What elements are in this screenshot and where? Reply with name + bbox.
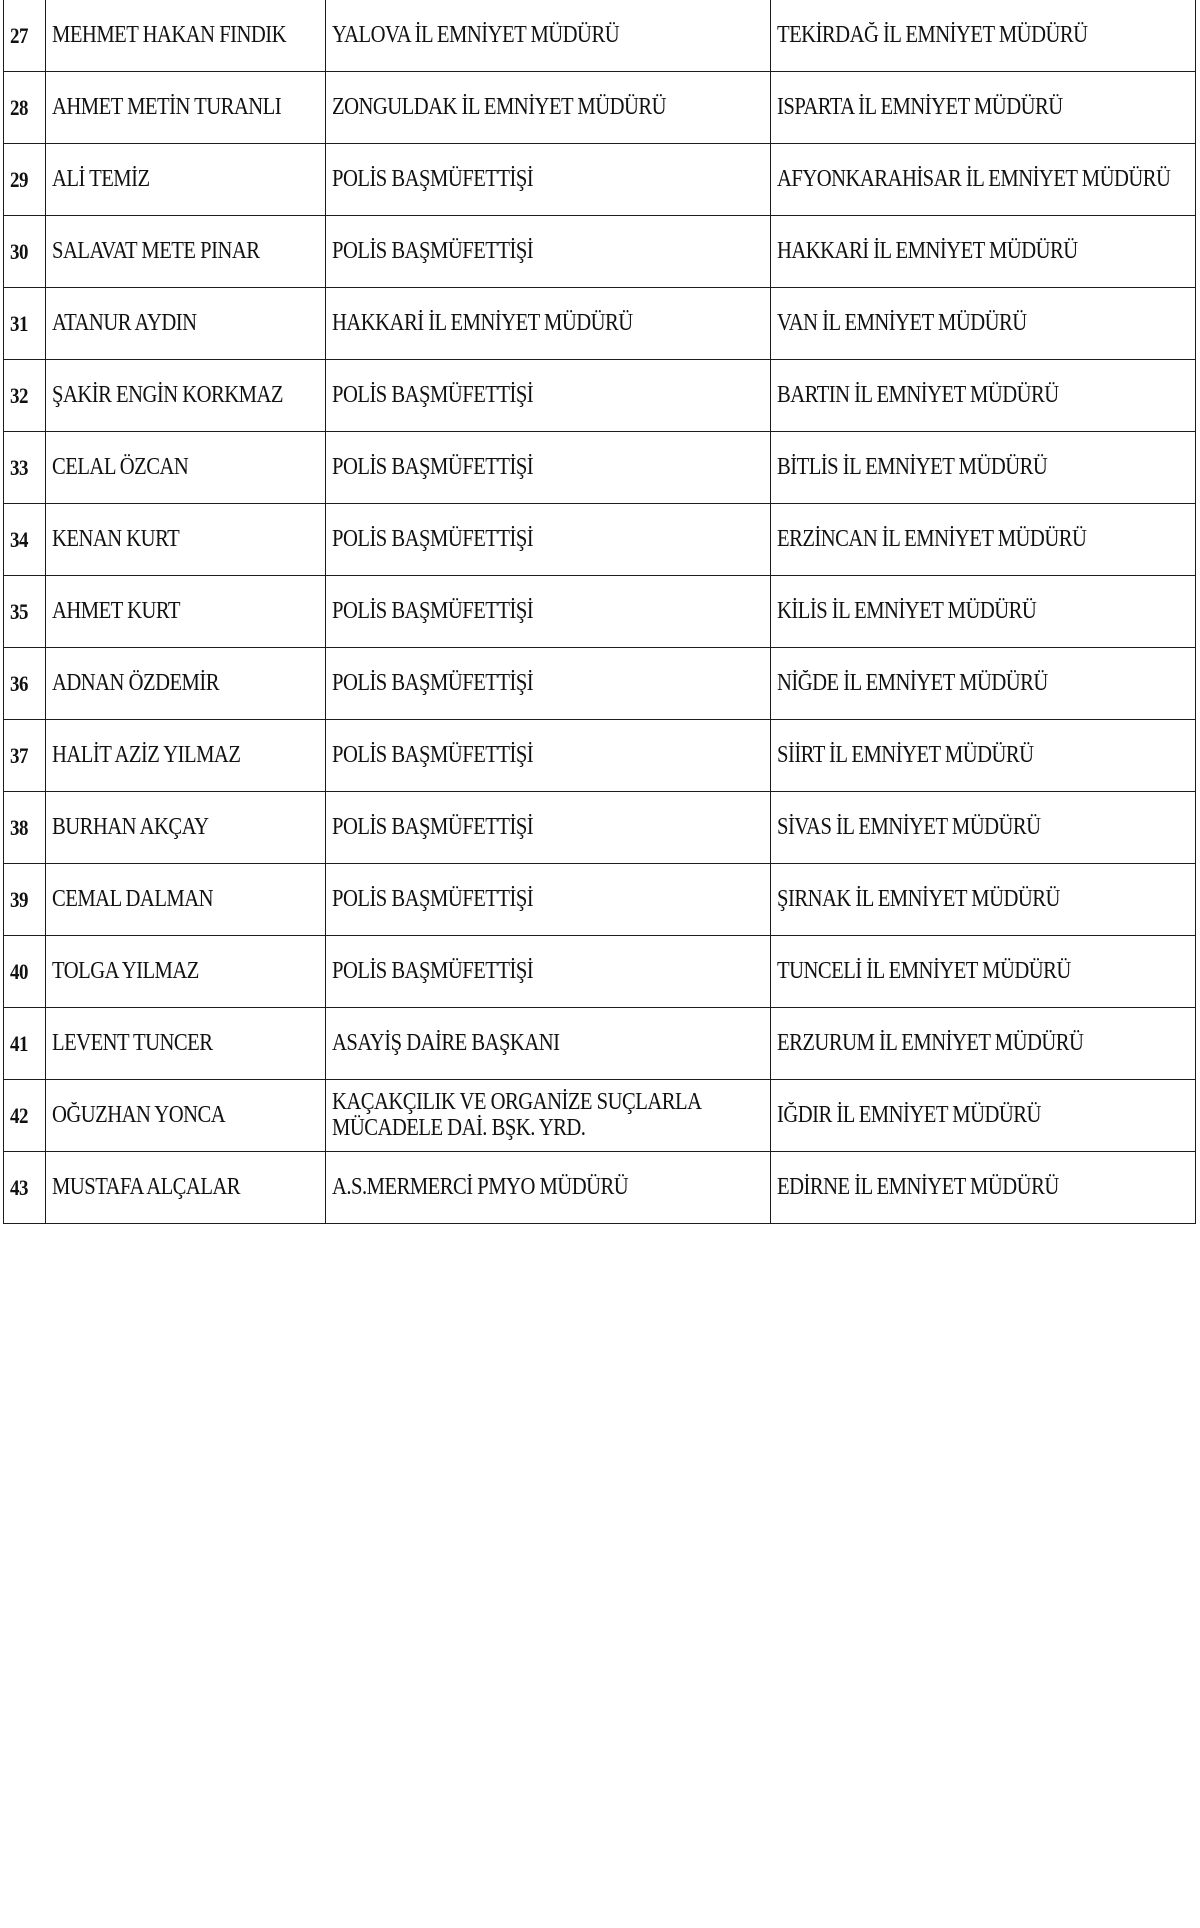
table-row: [4, 864, 1196, 936]
current-post: ZONGULDAK İL EMNİYET MÜDÜRÜ: [326, 72, 771, 144]
current-post: YALOVA İL EMNİYET MÜDÜRÜ: [326, 0, 771, 72]
row-number: 35: [4, 576, 46, 648]
person-name: AHMET KURT: [46, 576, 326, 648]
row-number: 43: [4, 1152, 46, 1224]
current-post: ASAYİŞ DAİRE BAŞKANI: [326, 1008, 771, 1080]
current-post: POLİS BAŞMÜFETTİŞİ: [326, 936, 771, 1008]
current-post: POLİS BAŞMÜFETTİŞİ: [326, 792, 771, 864]
row-number: 28: [4, 72, 46, 144]
new-post: NİĞDE İL EMNİYET MÜDÜRÜ: [771, 648, 1196, 720]
table-row: [4, 720, 1196, 792]
current-post: A.S.MERMERCİ PMYO MÜDÜRÜ: [326, 1152, 771, 1224]
person-name: CEMAL DALMAN: [46, 864, 326, 936]
table-row: [4, 576, 1196, 648]
new-post: EDİRNE İL EMNİYET MÜDÜRÜ: [771, 1152, 1196, 1224]
person-name: ALİ TEMİZ: [46, 144, 326, 216]
table-row: [4, 792, 1196, 864]
table-row: [4, 1008, 1196, 1080]
person-name: ŞAKİR ENGİN KORKMAZ: [46, 360, 326, 432]
row-number: 36: [4, 648, 46, 720]
current-post: POLİS BAŞMÜFETTİŞİ: [326, 576, 771, 648]
person-name: MEHMET HAKAN FINDIK: [46, 0, 326, 72]
current-post: POLİS BAŞMÜFETTİŞİ: [326, 144, 771, 216]
current-post: POLİS BAŞMÜFETTİŞİ: [326, 648, 771, 720]
person-name: KENAN KURT: [46, 504, 326, 576]
person-name: LEVENT TUNCER: [46, 1008, 326, 1080]
table-row: [4, 288, 1196, 360]
new-post: AFYONKARAHİSAR İL EMNİYET MÜDÜRÜ: [771, 144, 1196, 216]
table-row: [4, 504, 1196, 576]
person-name: CELAL ÖZCAN: [46, 432, 326, 504]
row-number: 31: [4, 288, 46, 360]
new-post: KİLİS İL EMNİYET MÜDÜRÜ: [771, 576, 1196, 648]
appointments-table: [3, 0, 1196, 1224]
appointments-table-body: [4, 0, 1196, 1224]
row-number: 32: [4, 360, 46, 432]
current-post: KAÇAKÇILIK VE ORGANİZE SUÇLARLA MÜCADELE DAİ. BŞK. YRD.: [326, 1080, 771, 1152]
new-post: HAKKARİ İL EMNİYET MÜDÜRÜ: [771, 216, 1196, 288]
new-post: ISPARTA İL EMNİYET MÜDÜRÜ: [771, 72, 1196, 144]
person-name: ATANUR AYDIN: [46, 288, 326, 360]
table-row: [4, 432, 1196, 504]
row-number: 38: [4, 792, 46, 864]
row-number: 34: [4, 504, 46, 576]
row-number: 29: [4, 144, 46, 216]
current-post: POLİS BAŞMÜFETTİŞİ: [326, 504, 771, 576]
new-post: SİVAS İL EMNİYET MÜDÜRÜ: [771, 792, 1196, 864]
person-name: AHMET METİN TURANLI: [46, 72, 326, 144]
new-post: TEKİRDAĞ İL EMNİYET MÜDÜRÜ: [771, 0, 1196, 72]
row-number: 33: [4, 432, 46, 504]
table-row: [4, 216, 1196, 288]
row-number: 40: [4, 936, 46, 1008]
current-post: HAKKARİ İL EMNİYET MÜDÜRÜ: [326, 288, 771, 360]
current-post: POLİS BAŞMÜFETTİŞİ: [326, 720, 771, 792]
new-post: ŞIRNAK İL EMNİYET MÜDÜRÜ: [771, 864, 1196, 936]
table-row: [4, 1152, 1196, 1224]
row-number: 27: [4, 0, 46, 72]
person-name: TOLGA YILMAZ: [46, 936, 326, 1008]
table-row: [4, 936, 1196, 1008]
current-post: POLİS BAŞMÜFETTİŞİ: [326, 432, 771, 504]
person-name: HALİT AZİZ YILMAZ: [46, 720, 326, 792]
current-post: POLİS BAŞMÜFETTİŞİ: [326, 864, 771, 936]
person-name: ADNAN ÖZDEMİR: [46, 648, 326, 720]
current-post: POLİS BAŞMÜFETTİŞİ: [326, 360, 771, 432]
person-name: BURHAN AKÇAY: [46, 792, 326, 864]
table-row: [4, 0, 1196, 72]
table-row: [4, 72, 1196, 144]
table-row: [4, 648, 1196, 720]
table-row: [4, 144, 1196, 216]
table-row: [4, 1080, 1196, 1152]
row-number: 42: [4, 1080, 46, 1152]
row-number: 39: [4, 864, 46, 936]
current-post: POLİS BAŞMÜFETTİŞİ: [326, 216, 771, 288]
person-name: SALAVAT METE PINAR: [46, 216, 326, 288]
new-post: SİİRT İL EMNİYET MÜDÜRÜ: [771, 720, 1196, 792]
row-number: 37: [4, 720, 46, 792]
new-post: BARTIN İL EMNİYET MÜDÜRÜ: [771, 360, 1196, 432]
new-post: IĞDIR İL EMNİYET MÜDÜRÜ: [771, 1080, 1196, 1152]
new-post: ERZİNCAN İL EMNİYET MÜDÜRÜ: [771, 504, 1196, 576]
new-post: BİTLİS İL EMNİYET MÜDÜRÜ: [771, 432, 1196, 504]
person-name: MUSTAFA ALÇALAR: [46, 1152, 326, 1224]
new-post: TUNCELİ İL EMNİYET MÜDÜRÜ: [771, 936, 1196, 1008]
new-post: ERZURUM İL EMNİYET MÜDÜRÜ: [771, 1008, 1196, 1080]
new-post: VAN İL EMNİYET MÜDÜRÜ: [771, 288, 1196, 360]
row-number: 41: [4, 1008, 46, 1080]
row-number: 30: [4, 216, 46, 288]
person-name: OĞUZHAN YONCA: [46, 1080, 326, 1152]
table-row: [4, 360, 1196, 432]
